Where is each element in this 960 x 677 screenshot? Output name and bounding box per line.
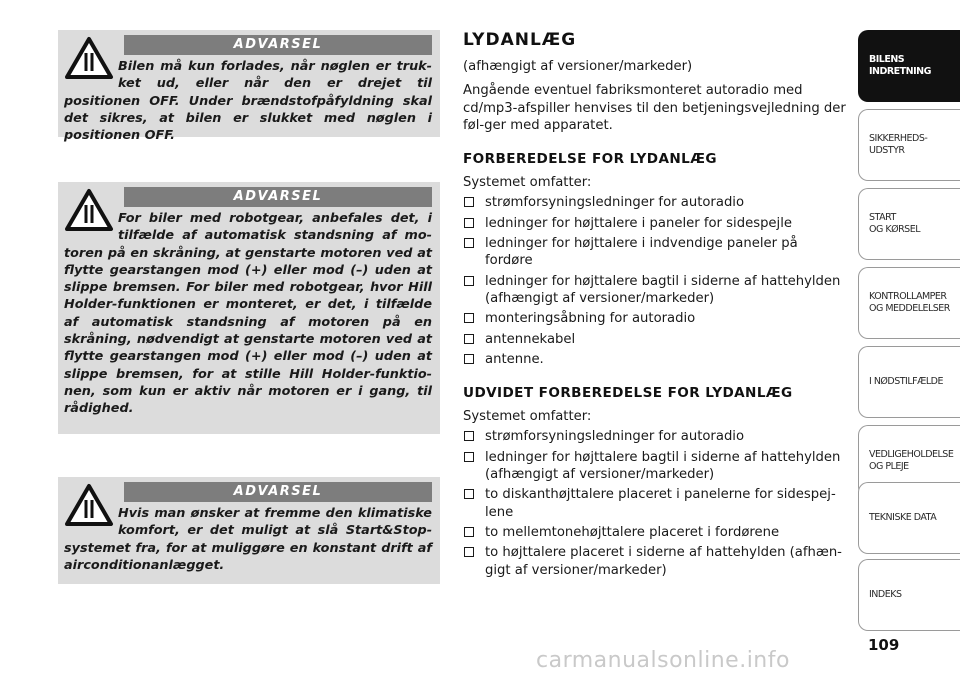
watermark: carmanualsonline.info <box>536 648 790 673</box>
checkbox-icon <box>464 197 474 207</box>
checkbox-icon <box>464 218 474 228</box>
list-item: to højttalere placeret i siderne af hattehylden (afhæn-gigt af versioner/markeder) <box>463 544 848 579</box>
intro-paragraph: Angående eventuel fabriksmonteret autoradio med cd/mp3-afspiller henvises til den betjeningsvejledning der føl-ger med apparatet. <box>463 83 846 133</box>
checkbox-icon <box>464 452 474 462</box>
warning-triangle-icon <box>64 483 114 527</box>
page-title: LYDANLÆG <box>463 30 577 50</box>
list-item: strømforsyningsledninger for autoradio <box>463 194 848 211</box>
warning-box-2 <box>58 182 440 434</box>
tab-indeks[interactable]: INDEKS <box>858 559 960 631</box>
checkbox-icon <box>464 334 474 344</box>
section-lead: Systemet omfatter: <box>463 175 592 191</box>
main-content <box>463 30 848 579</box>
warning-text: Bilen må kun forlades, når nøglen er truk-ket ud, eller når den er drejet til positionen OFF. Under brændstofpåfyldning skal det sikres, at bilen er slukket med nøglen i positionen OFF. <box>64 59 432 144</box>
warning-label: ADVARSEL <box>124 35 432 55</box>
tab-tekniske-data[interactable]: TEKNISKE DATA <box>858 482 960 554</box>
tab-vedligeholdelse[interactable]: VEDLIGEHOLDELSE OG PLEJE <box>858 425 960 497</box>
section-heading: FORBEREDELSE FOR LYDANLÆG <box>463 151 717 168</box>
checkbox-icon <box>464 354 474 364</box>
warning-triangle-icon <box>64 36 114 80</box>
list-item: antenne. <box>463 351 848 368</box>
list-item: ledninger for højttalere bagtil i siderne af hattehylden (afhængigt af versioner/markeder) <box>463 449 848 484</box>
warning-triangle-icon <box>64 188 114 232</box>
warning-text: Hvis man ønsker at fremme den klimatiske komfort, er det muligt at slå Start&Stop-systemet fra, for at muliggøre en konstant drift af airconditionanlægget. <box>64 506 432 573</box>
list-item: ledninger for højttalere bagtil i siderne af hattehylden (afhængigt af versioner/markeder) <box>463 273 848 308</box>
page-number: 109 <box>868 636 900 654</box>
list-item: ledninger for højttalere i indvendige paneler på fordøre <box>463 235 848 270</box>
list-item: ledninger for højttalere i paneler for sidespejle <box>463 215 848 232</box>
checkbox-icon <box>464 547 474 557</box>
list-item: monteringsåbning for autoradio <box>463 310 848 327</box>
warning-box-3 <box>58 477 440 584</box>
warning-label: ADVARSEL <box>124 187 432 207</box>
tab-kontrollamper[interactable]: KONTROLLAMPER OG MEDDELELSER <box>858 267 960 339</box>
tab-start-og-korsel[interactable]: START OG KØRSEL <box>858 188 960 260</box>
checkbox-icon <box>464 276 474 286</box>
checkbox-icon <box>464 313 474 323</box>
checkbox-icon <box>464 238 474 248</box>
subtitle: (afhængigt af versioner/markeder) <box>463 59 693 74</box>
checklist <box>463 194 848 368</box>
tab-sikkerhedsudstyr[interactable]: SIKKERHEDS- UDSTYR <box>858 109 960 181</box>
warning-text: For biler med robotgear, anbefales det, i tilfælde af automatisk standsning af mo-toren på en skråning, at genstarte motoren ved at flytte gearstangen mod (+) eller mod (–) uden at slippe bremsen. For biler med robotgear, hvor Hill Holder-funktionen er monteret, er det, i tilfælde af automatisk standsning af motoren på en skråning, nødvendigt at genstarte motoren ved at flytte gearstangen mod (+) eller mod (–) uden at slippe bremsen, for at stille Hill Holder-funktio-nen, som kun er aktiv når motoren er i gang, til rådighed. <box>64 211 432 417</box>
warning-box-1 <box>58 30 440 144</box>
list-item: strømforsyningsledninger for autoradio <box>463 428 848 445</box>
list-item: antennekabel <box>463 331 848 348</box>
checkbox-icon <box>464 431 474 441</box>
checklist <box>463 428 848 578</box>
tab-nodstilfaelde[interactable]: I NØDSTILFÆLDE <box>858 346 960 418</box>
checkbox-icon <box>464 527 474 537</box>
section-heading: UDVIDET FORBEREDELSE FOR LYDANLÆG <box>463 385 793 402</box>
list-item: to diskanthøjttalere placeret i panelerne for sidespej-lene <box>463 486 848 521</box>
section-lead: Systemet omfatter: <box>463 409 592 425</box>
warning-label: ADVARSEL <box>124 482 432 502</box>
list-item: to mellemtonehøjttalere placeret i fordørene <box>463 524 848 541</box>
checkbox-icon <box>464 489 474 499</box>
tab-bilens-indretning[interactable]: BILENS INDRETNING <box>858 30 960 102</box>
